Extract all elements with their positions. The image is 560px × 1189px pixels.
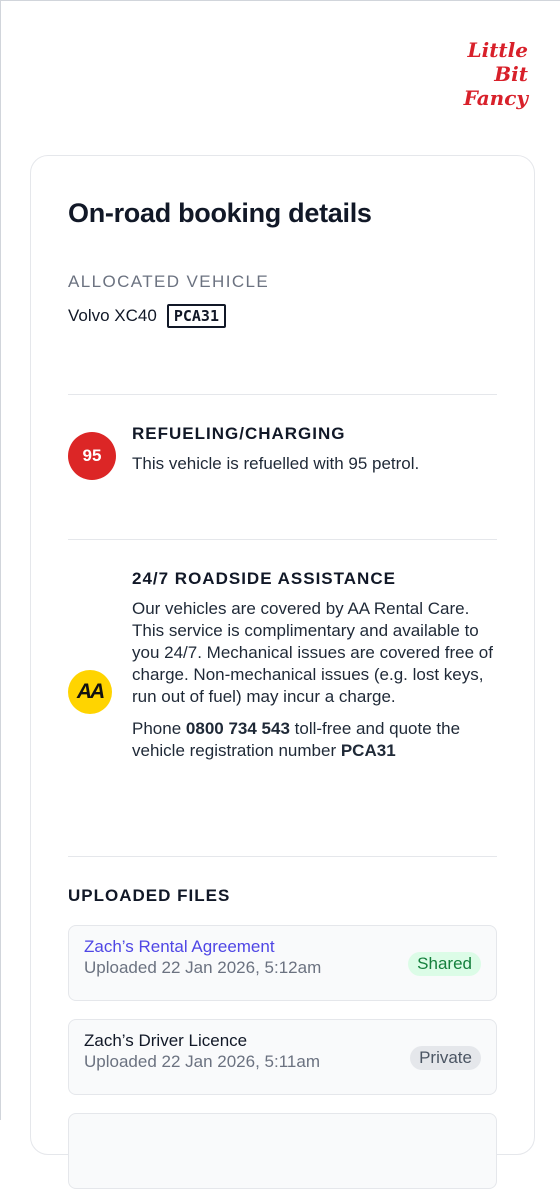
file-name: Zach’s Driver Licence [84,1031,248,1050]
divider [68,539,497,540]
status-badge-shared: Shared [408,952,481,976]
refuel-text: This vehicle is refuelled with 95 petrol. [132,454,420,473]
svg-text:Little: Little [467,38,528,62]
svg-text:Bit: Bit [494,62,528,86]
divider [68,394,497,395]
allocated-vehicle [68,304,226,328]
roadside-section [132,569,497,762]
divider [68,856,497,857]
file-item-rental-agreement[interactable] [68,925,497,1001]
uploaded-files-heading: UPLOADED FILES [68,886,231,905]
registration-plate: PCA31 [167,304,226,328]
svg-text:Fancy: Fancy [463,86,528,110]
booking-details-card [30,155,535,1155]
vehicle-name: Volvo XC40 [68,306,157,325]
brand-logo [454,37,534,117]
file-uploaded-date: Uploaded 22 Jan 2026, 5:12am [84,958,322,977]
aa-logo-icon: AA [68,670,112,714]
roadside-text: Our vehicles are covered by AA Rental Care. This service is complimentary and available to you 24/7. Mechanical issues are covered free of charge. Non-mechanical issues (e.g. lost keys, run out of fuel) may incur a charge. [132,599,493,706]
file-name-link[interactable]: Zach’s Rental Agreement [84,937,275,956]
file-item-driver-licence[interactable] [68,1019,497,1095]
roadside-registration: PCA31 [340,741,396,760]
roadside-heading: 24/7 ROADSIDE ASSISTANCE [132,569,396,588]
refuel-section [132,424,497,475]
refuel-heading: REFUELING/CHARGING [132,424,346,443]
status-badge-private: Private [410,1046,481,1070]
fuel-95-icon: 95 [68,432,116,480]
allocated-vehicle-label: ALLOCATED VEHICLE [68,272,270,291]
page-title: On-road booking details [68,198,372,228]
phone-prefix: Phone [132,719,182,738]
phone-middle: toll-free and quote the vehicle registration number [132,719,461,760]
file-uploaded-date: Uploaded 22 Jan 2026, 5:11am [84,1052,320,1071]
roadside-phone-text [132,718,497,762]
file-item-partial[interactable] [68,1113,497,1189]
roadside-phone-number[interactable]: 0800 734 543 [185,719,290,738]
